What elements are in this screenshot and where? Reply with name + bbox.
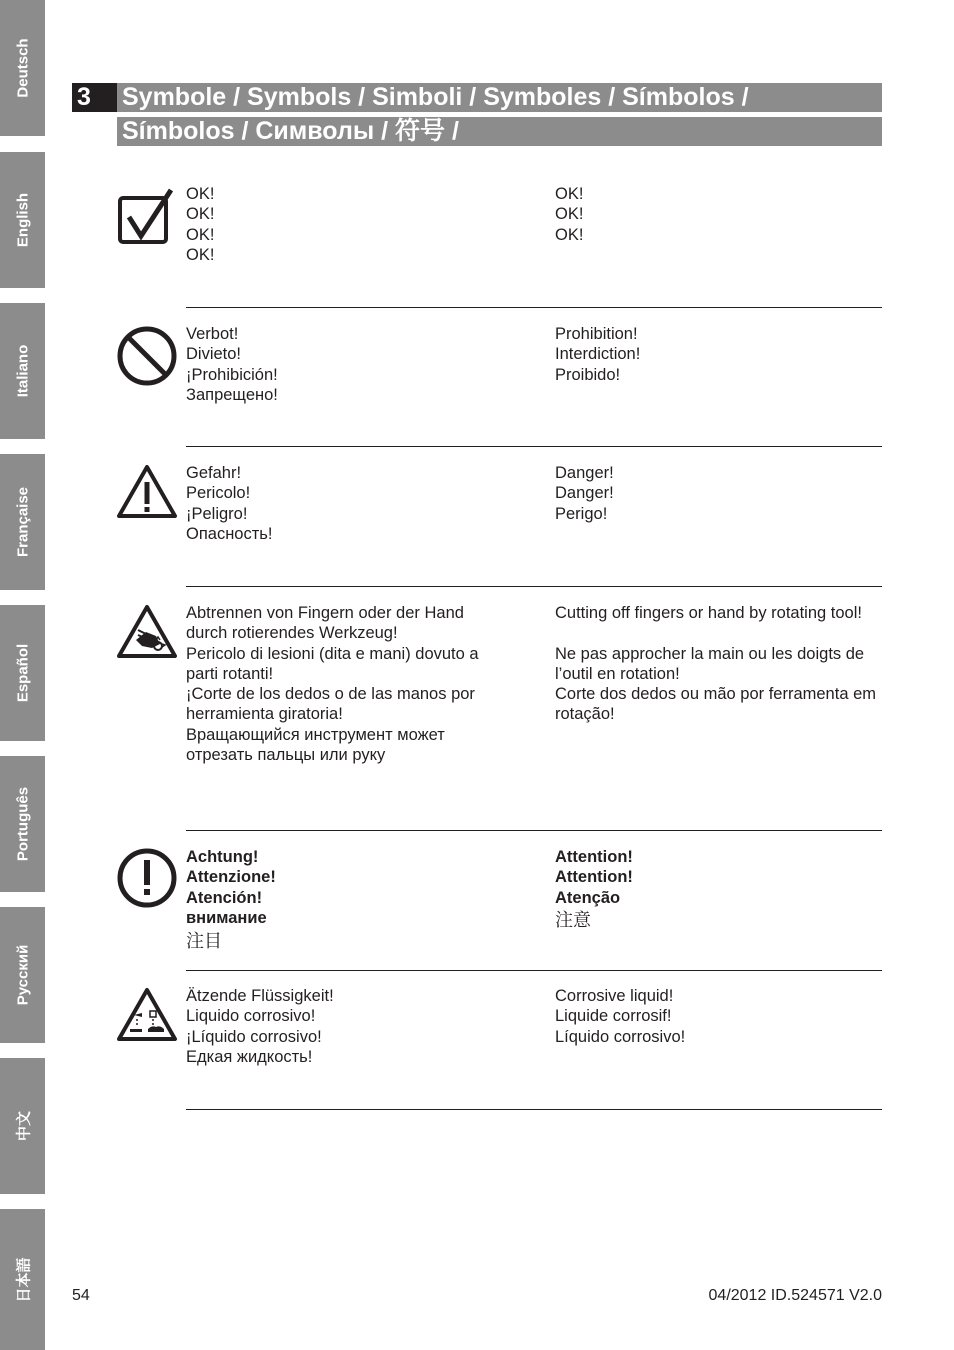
checkmark-box-icon [116, 186, 178, 248]
danger-warning-icon [116, 462, 178, 524]
tab-label: Deutsch [14, 38, 31, 98]
text-line: Опасность! [186, 524, 273, 543]
corrosive-liquid-icon [116, 985, 178, 1047]
text-line: Corte dos dedos ou mão por ferramenta em rotação! [555, 685, 877, 724]
text-line: Danger! [555, 464, 614, 482]
symbol-attention-left [186, 847, 516, 951]
text-line: OK! [555, 185, 584, 203]
tab-label: 日本語 [15, 1256, 32, 1303]
text-line: Запрещено! [186, 385, 278, 404]
tab-label: 中文 [15, 1110, 32, 1142]
symbol-prohibition-right [555, 324, 885, 385]
text-line: OK! [555, 205, 584, 224]
text-line: Pericolo di lesioni (dita e mani) dovuto a parti rotanti! [186, 644, 479, 683]
divider [186, 307, 882, 308]
section-title-line-1: Symbole / Symbols / Simboli / Symboles / Símbolos / [117, 83, 882, 112]
rotating-tool-hand-warning-icon [116, 602, 178, 664]
symbol-prohibition-left [186, 324, 516, 405]
tab-label: Italiano [14, 344, 31, 398]
text-line: внимание [186, 908, 267, 927]
text-line: Divieto! [186, 345, 242, 364]
page-number: 54 [72, 1287, 90, 1304]
tab-label: Française [14, 486, 31, 558]
text-line: Interdiction! [555, 345, 641, 364]
text-line: Вращающийся инструмент может отрезать пальцы или руку [186, 725, 445, 765]
divider [186, 830, 882, 831]
text-line: Corrosive liquid! [555, 987, 674, 1005]
text-line: OK! [186, 185, 215, 203]
text-line: Atenção [555, 888, 621, 907]
tab-english[interactable] [0, 152, 45, 288]
text-line [555, 623, 885, 643]
tab-deutsch[interactable] [0, 0, 45, 136]
divider [186, 970, 882, 971]
text-line: Gefahr! [186, 464, 242, 482]
tab-japanese[interactable] [0, 1209, 45, 1350]
text-line: Prohibition! [555, 325, 638, 343]
symbol-rotating-tool-right [555, 603, 885, 725]
symbol-corrosive-left [186, 986, 516, 1067]
tab-label: Русский [14, 944, 31, 1006]
tab-russian[interactable] [0, 907, 45, 1043]
text-line: OK! [555, 225, 584, 244]
text-line: Ätzende Flüssigkeit! [186, 987, 334, 1005]
text-line: ¡Líquido corrosivo! [186, 1027, 322, 1046]
tab-espanol[interactable] [0, 605, 45, 741]
text-line: Verbot! [186, 325, 239, 343]
text-line: Danger! [555, 484, 614, 503]
text-line: Líquido corrosivo! [555, 1027, 686, 1046]
text-line: Pericolo! [186, 484, 251, 503]
text-line: Attention! [555, 868, 633, 887]
text-line: ¡Peligro! [186, 504, 248, 523]
text-line: Proibido! [555, 365, 621, 384]
section-title-line-2: Símbolos / Символы / 符号 / [117, 117, 882, 146]
divider [186, 1109, 882, 1110]
tab-francaise[interactable] [0, 454, 45, 590]
symbol-attention-right [555, 847, 885, 930]
text-line: OK! [186, 245, 215, 264]
text-line: 注目 [186, 931, 222, 952]
symbol-danger-left [186, 463, 516, 544]
symbol-ok-right [555, 184, 885, 245]
prohibition-icon [116, 325, 178, 387]
text-line: 注意 [555, 909, 591, 930]
text-line: OK! [186, 205, 215, 224]
text-line: Achtung! [186, 848, 259, 866]
symbol-danger-right [555, 463, 885, 524]
text-line: Ne pas approcher la main ou les doigts de l’outil en rotation! [555, 644, 865, 683]
document-id: 04/2012 ID.524571 V2.0 [708, 1287, 882, 1304]
text-line: Perigo! [555, 504, 608, 523]
symbol-ok-left [186, 184, 516, 265]
tab-portugues[interactable] [0, 756, 45, 892]
text-line: ¡Prohibición! [186, 365, 278, 384]
section-number: 3 [72, 83, 117, 112]
tab-label: English [14, 192, 31, 248]
text-line: Abtrennen von Fingern oder der Hand durch rotierendes Werkzeug! [186, 604, 464, 643]
tab-label: Español [14, 643, 31, 703]
symbol-corrosive-right [555, 986, 885, 1047]
tab-italiano[interactable] [0, 303, 45, 439]
text-line: Liquide corrosif! [555, 1007, 672, 1026]
text-line: OK! [186, 225, 215, 244]
symbol-rotating-tool-left [186, 603, 506, 765]
text-line: ¡Corte de los dedos o de las manos por herramienta giratoria! [186, 685, 475, 724]
divider [186, 446, 882, 447]
tab-label: Português [14, 786, 31, 862]
text-line: Atención! [186, 888, 263, 907]
divider [186, 586, 882, 587]
text-line: Attention! [555, 848, 633, 866]
text-line: Liquido corrosivo! [186, 1007, 316, 1026]
tab-chinese[interactable] [0, 1058, 45, 1194]
text-line: Едкая жидкость! [186, 1047, 313, 1066]
text-line: Cutting off fingers or hand by rotating tool! [555, 604, 862, 622]
text-line: Attenzione! [186, 868, 276, 887]
attention-exclamation-icon [116, 847, 178, 909]
